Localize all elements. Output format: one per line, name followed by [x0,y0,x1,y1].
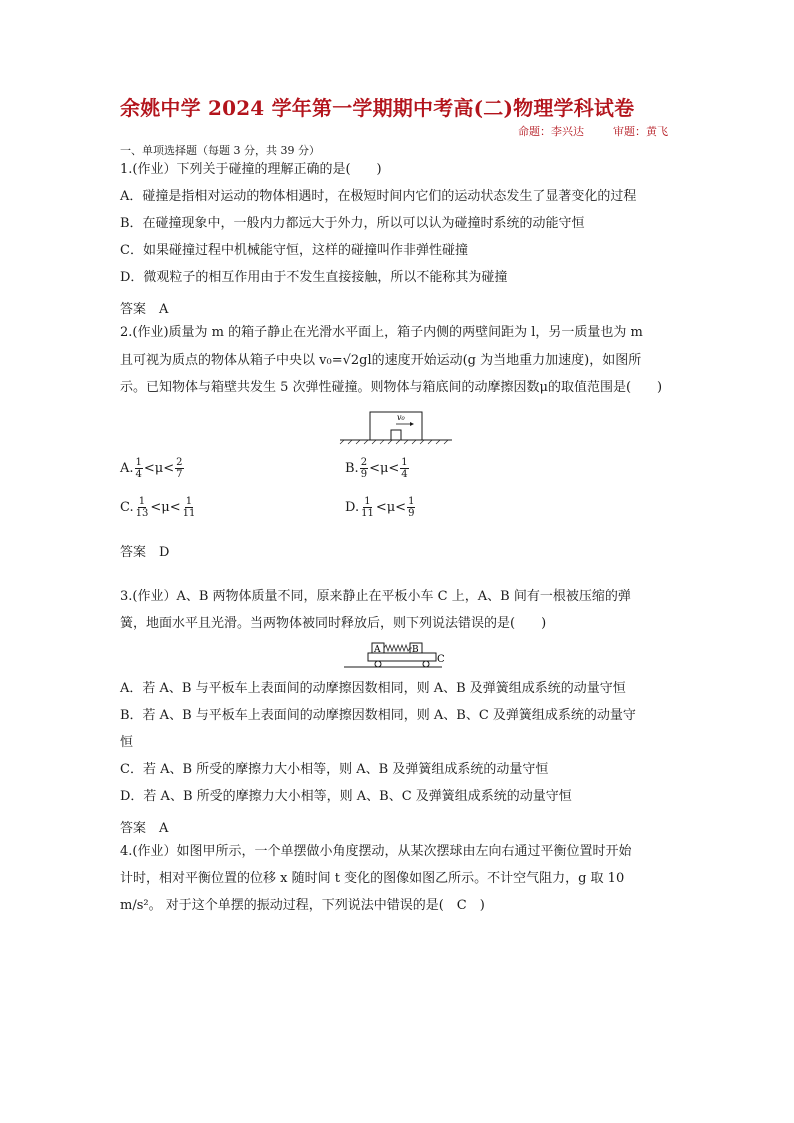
reviewer-label: 审题：黄飞 [613,125,668,138]
arrow-head-icon [410,422,414,426]
ground-hatch [340,440,448,444]
block-a-label: A [374,645,381,655]
q2-line-3: 示。已知物体与箱壁共发生 5 次弹性碰撞。则物体与箱底间的动摩擦因数μ的取值范围是( ) [120,380,663,395]
spring [384,645,412,651]
q4-line-3: m/s²。 对于这个单摆的振动过程，下列说法中错误的是( C ) [120,898,485,913]
cart-label: C [437,654,445,665]
q3-answer: 答案 A [120,821,169,836]
q3-option-b-cont: 恒 [120,735,134,750]
cart-diagram [342,640,448,672]
page-title: 余姚中学 2024 学年第一学期期中考高(二)物理学科试卷 [120,96,635,120]
block-b-label: B [412,645,419,655]
q2-option-b: B. $\frac{2}{9}$ <μ< $\frac{1}{4}$ [345,457,408,480]
q3-option-d: D．若 A、B 所受的摩擦力大小相等，则 A、B、C 及弹簧组成系统的动量守恒 [120,789,572,804]
q3-line-2: 簧，地面水平且光滑。当两物体被同时释放后，则下列说法错误的是( ) [120,616,547,631]
q1-answer: 答案 A [120,302,169,317]
q1-option-c: C．如果碰撞过程中机械能守恒，这样的碰撞叫作非弹性碰撞 [120,243,468,258]
q2-option-d: D. $\frac{1}{11}$ <μ< $\frac{1}{9}$ [345,496,415,519]
q1-stem: 1.(作业）下列关于碰撞的理解正确的是( ) [120,162,382,177]
q2-option-c: C. $\frac{1}{13}$ <μ< $\frac{1}{11}$ [120,496,196,519]
q3-option-a: A．若 A、B 与平板车上表面间的动摩擦因数相同，则 A、B 及弹簧组成系统的动量守恒 [120,681,626,696]
q4-line-2: 计时，相对平衡位置的位移 x 随时间 t 变化的图像如图乙所示。不计空气阻力，g 取 10 [120,871,625,886]
q1-option-d: D．微观粒子的相互作用由于不发生直接接触，所以不能称其为碰撞 [120,270,508,285]
q1-option-b: B．在碰撞现象中，一般内力都远大于外力，所以可以认为碰撞时系统的动能守恒 [120,216,585,231]
wheel-left [375,661,381,667]
author-label: 命题：李兴达 [518,125,584,138]
velocity-label: v₀ [397,413,405,422]
small-block [391,430,401,440]
q4-line-1: 4.(作业）如图甲所示，一个单摆做小角度摆动，从某次摆球由左向右通过平衡位置时开始 [120,844,632,859]
q2-line-2: 且可视为质点的物体从箱子中央以 v₀=√2gl的速度开始运动(g 为当地重力加速度)，如图所 [120,353,642,368]
wheel-right [423,661,429,667]
q2-line-1: 2.(作业)质量为 m 的箱子静止在光滑水平面上，箱子内侧的两壁间距为 l，另一质量也为 m [120,325,643,340]
q3-option-c: C．若 A、B 所受的摩擦力大小相等，则 A、B 及弹簧组成系统的动量守恒 [120,762,549,777]
q1-option-a: A．碰撞是指相对运动的物体相遇时，在极短时间内它们的运动状态发生了显著变化的过程 [120,189,637,204]
q2-option-a: A. $\frac{1}{4}$ <μ< $\frac{2}{7}$ [120,457,183,480]
q3-line-1: 3.(作业）A、B 两物体质量不同，原来静止在平板小车 C 上，A、B 间有一根被压缩的弹 [120,589,631,604]
q2-answer: 答案 D [120,545,170,560]
section-heading: 一、单项选择题（每题 3 分，共 39 分） [120,144,320,157]
q3-option-b: B．若 A、B 与平板车上表面间的动摩擦因数相同，则 A、B、C 及弹簧组成系统的动量守 [120,708,636,723]
box-diagram [338,408,454,448]
box-outline [370,412,422,440]
